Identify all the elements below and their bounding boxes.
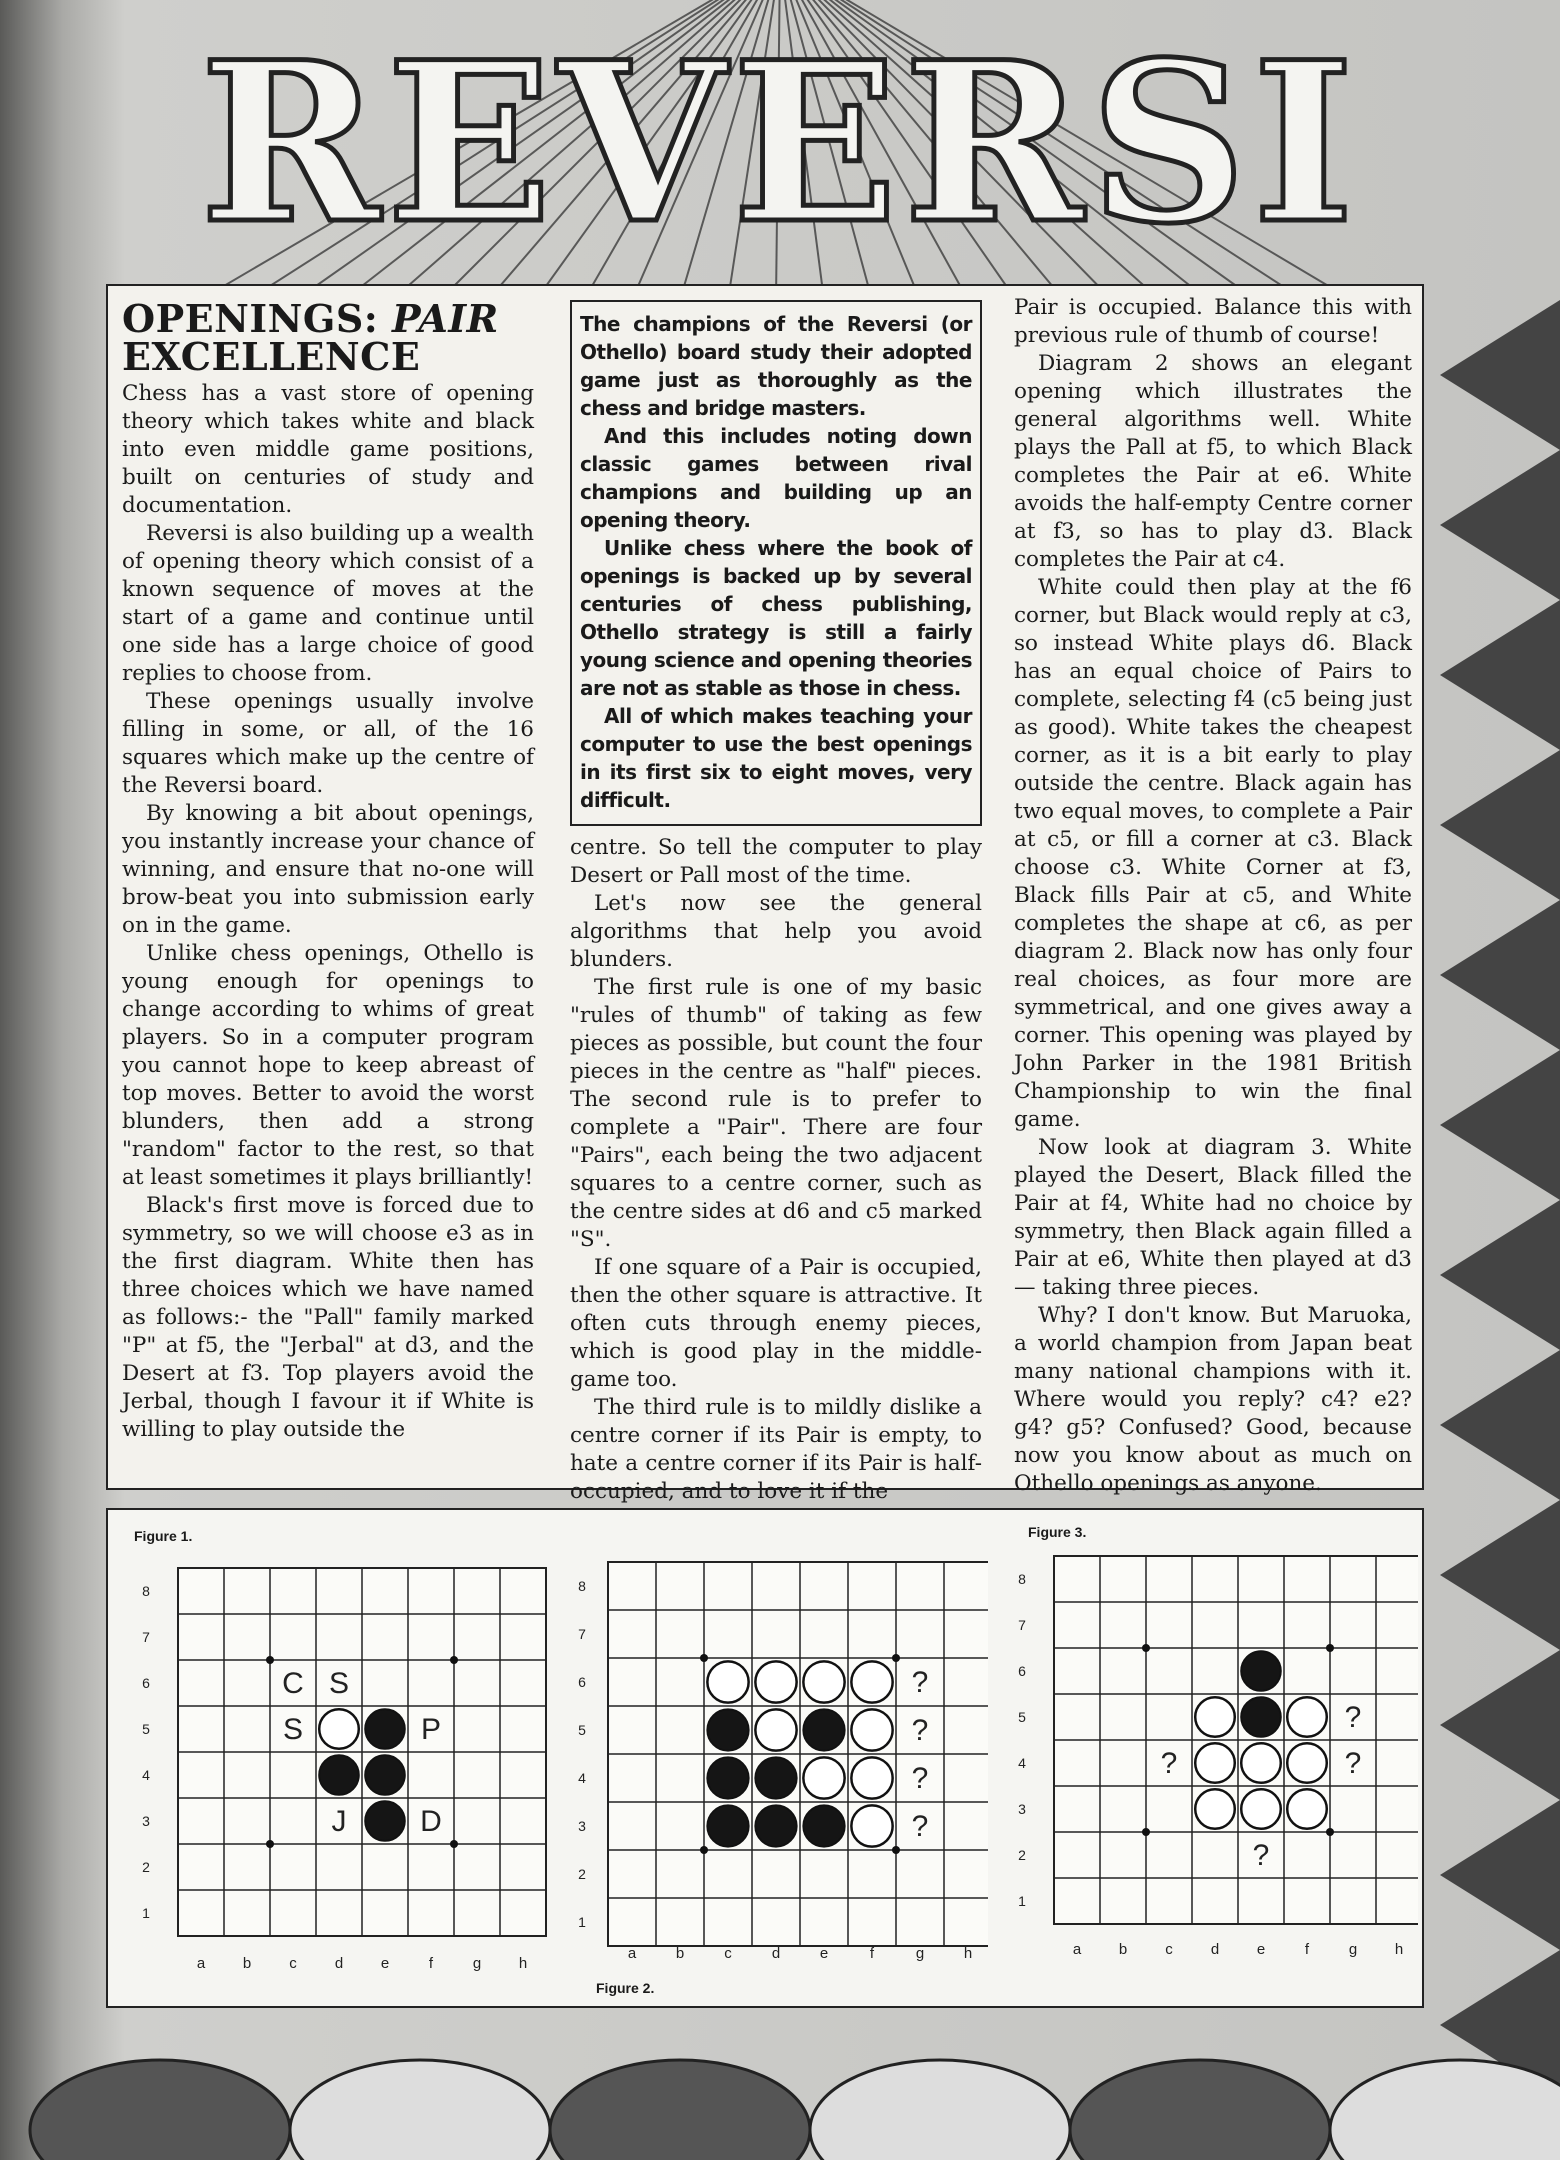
- rank-label: 4: [142, 1767, 150, 1783]
- white-disc: [851, 1709, 892, 1750]
- board-dot: [1142, 1644, 1150, 1652]
- rank-label: 6: [142, 1675, 150, 1691]
- paragraph: Why? I don't know. But Maruoka, a world champion from Japan beat many national champions with it. Where would you reply? c4? e2? g4? g5? Confused? Good, because now you know about as much on Othello openings as anyone.: [1014, 1303, 1412, 1496]
- file-label: a: [196, 1955, 206, 1972]
- paragraph: White could then play at the f6 corner, but Black would reply at c3, so instead White plays d6. Black has an equal choice of Pairs to complete, selecting f4 (c5 being just as good). White takes the cheapest corner, as it is a bit early to play outside the centre. Black again has two equal moves, to complete a Pair at c5, or fill a corner at c3. Black choose c3. White Corner at f3, Black fills Pair at c5, and White completes the shape at c6, as per diagram 2. Black now has only four real choices, as four more are symmetrical, and one gives away a corner. This opening was played by John Parker in the 1981 British Championship to win the final game.: [1014, 575, 1412, 1132]
- white-disc: [1195, 1697, 1235, 1737]
- square-mark: ?: [911, 1762, 929, 1795]
- black-disc: [707, 1757, 748, 1798]
- rank-label: 6: [578, 1674, 586, 1690]
- board-dot: [266, 1656, 274, 1664]
- headline-part-2: PAIR: [392, 296, 499, 341]
- board-dot: [700, 1654, 708, 1662]
- paragraph: Reversi is also building up a wealth of opening theory which consist of a known sequence of moves at the start of a game and continue until one side has a large choice of good replies to choose from.: [122, 521, 534, 686]
- paragraph: centre. So tell the computer to play Desert or Pall most of the time.: [570, 835, 982, 888]
- intro-paragraph: Unlike chess where the book of openings is backed up by several centuries of chess publishing, Othello strategy is still a fairly young science and opening theories are not as stable as those in chess.: [580, 536, 972, 700]
- white-disc: [851, 1757, 892, 1798]
- rank-label: 8: [1018, 1571, 1026, 1587]
- square-mark: ?: [911, 1714, 929, 1747]
- board-dot: [450, 1656, 458, 1664]
- title-banner: [0, 20, 1560, 280]
- file-label: a: [627, 1945, 637, 1962]
- figure-2: [568, 1512, 988, 2002]
- paragraph: By knowing a bit about openings, you instantly increase your chance of winning, and ensure that no-one will brow-beat you into submission early on in the game.: [122, 801, 534, 938]
- black-disc: [755, 1805, 796, 1846]
- file-label: b: [1118, 1941, 1128, 1958]
- file-label: g: [1348, 1941, 1358, 1958]
- paragraph: Black's first move is forced due to symmetry, so we will choose e3 as in the first diagram. White then has three choices which we have named as follows:- the "Pall" family marked "P" at f5, the "Jerbal" at d3, and the Desert at f3. Top players avoid the Jerbal, though I favour it if White is willing to play outside the: [122, 1193, 534, 1442]
- paragraph: The third rule is to mildly dislike a centre corner if its Pair is empty, to hate a centre corner if its Pair is half-occupied, and to love it if the: [570, 1395, 982, 1504]
- file-label: c: [289, 1955, 297, 1972]
- black-disc: [365, 1755, 405, 1795]
- paragraph: If one square of a Pair is occupied, then the other square is attractive. It often cuts through enemy pieces, which is good play in the middle-game too.: [570, 1255, 982, 1392]
- file-label: h: [518, 1955, 528, 1972]
- black-disc: [803, 1805, 844, 1846]
- page-title: REVERSI: [200, 20, 1360, 272]
- rank-label: 8: [578, 1578, 586, 1594]
- white-disc: [319, 1709, 359, 1749]
- square-mark: ?: [1160, 1747, 1178, 1780]
- black-disc: [755, 1757, 796, 1798]
- file-label: c: [1165, 1941, 1173, 1958]
- rank-label: 8: [142, 1583, 150, 1599]
- board-dot: [1142, 1828, 1150, 1836]
- white-disc: [755, 1709, 796, 1750]
- white-disc: [803, 1661, 844, 1702]
- white-disc: [1195, 1743, 1235, 1783]
- white-disc: [1287, 1743, 1327, 1783]
- file-label: e: [1256, 1941, 1266, 1958]
- intro-paragraph: The champions of the Reversi (or Othello) board study their adopted game just as thoroughly as the chess and bridge masters.: [580, 312, 972, 420]
- rank-label: 2: [142, 1859, 150, 1875]
- file-label: g: [472, 1955, 482, 1972]
- white-disc: [851, 1805, 892, 1846]
- white-disc: [1241, 1743, 1281, 1783]
- rank-label: 2: [578, 1866, 586, 1882]
- board-dot: [892, 1654, 900, 1662]
- article-column-3: [1014, 294, 1412, 1498]
- white-disc: [1287, 1789, 1327, 1829]
- reversi-board: [568, 1512, 988, 2002]
- intro-paragraph: And this includes noting down classic games between rival champions and building up an opening theory.: [580, 424, 972, 532]
- paragraph: These openings usually involve filling in some, or all, of the 16 squares which make up the centre of the Reversi board.: [122, 689, 534, 798]
- rank-label: 2: [1018, 1847, 1026, 1863]
- board-dot: [1326, 1644, 1334, 1652]
- white-disc: [1195, 1789, 1235, 1829]
- file-label: f: [869, 1945, 875, 1962]
- reversi-board: [128, 1520, 548, 2000]
- file-label: d: [334, 1955, 344, 1972]
- file-label: h: [1394, 1941, 1404, 1958]
- file-label: f: [428, 1955, 434, 1972]
- white-disc: [851, 1661, 892, 1702]
- rank-label: 5: [1018, 1709, 1026, 1725]
- square-mark: S: [282, 1713, 304, 1746]
- paragraph: Now look at diagram 3. White played the Desert, Black filled the Pair at f4, White had no choice by symmetry, then Black again filled a Pair at e6, White then played at d3 — taking three pieces.: [1014, 1135, 1412, 1300]
- rank-label: 4: [578, 1770, 586, 1786]
- black-disc: [365, 1709, 405, 1749]
- rank-label: 7: [1018, 1617, 1026, 1633]
- figures-panel: [106, 1508, 1424, 2008]
- file-label: e: [819, 1945, 829, 1962]
- white-disc: [707, 1661, 748, 1702]
- square-mark: C: [282, 1667, 304, 1700]
- black-disc: [1241, 1697, 1281, 1737]
- rank-label: 1: [142, 1905, 150, 1921]
- square-mark: ?: [1344, 1747, 1362, 1780]
- file-label: g: [915, 1945, 925, 1962]
- black-disc: [1241, 1651, 1281, 1691]
- square-mark: J: [331, 1805, 347, 1838]
- square-mark: ?: [1252, 1839, 1270, 1872]
- board-dot: [450, 1840, 458, 1848]
- rank-label: 3: [578, 1818, 586, 1834]
- article-column-1: [122, 296, 534, 1444]
- white-disc: [1287, 1697, 1327, 1737]
- intro-box: [570, 300, 982, 826]
- black-disc: [365, 1801, 405, 1841]
- board-dot: [892, 1846, 900, 1854]
- board-dot: [1326, 1828, 1334, 1836]
- black-disc: [319, 1755, 359, 1795]
- file-label: b: [675, 1945, 685, 1962]
- figure-label: Figure 3.: [1028, 1524, 1087, 1540]
- rank-label: 5: [142, 1721, 150, 1737]
- rank-label: 7: [142, 1629, 150, 1645]
- white-disc: [803, 1757, 844, 1798]
- article-column-2: [570, 300, 982, 1506]
- figure-label: Figure 1.: [134, 1528, 193, 1544]
- figure-label: Figure 2.: [596, 1980, 655, 1996]
- square-mark: ?: [911, 1810, 929, 1843]
- rank-label: 3: [1018, 1801, 1026, 1817]
- square-mark: S: [328, 1667, 350, 1700]
- intro-paragraph: All of which makes teaching your computer to use the best openings in its first six to eight moves, very difficult.: [580, 704, 972, 812]
- headline-part-3: EXCELLENCE: [122, 334, 421, 379]
- reversi-board: [1008, 1516, 1418, 1996]
- file-label: e: [380, 1955, 390, 1972]
- rank-label: 1: [1018, 1893, 1026, 1909]
- white-disc: [1241, 1789, 1281, 1829]
- rank-label: 1: [578, 1914, 586, 1930]
- file-label: f: [1304, 1941, 1310, 1958]
- file-label: d: [1210, 1941, 1220, 1958]
- black-disc: [803, 1709, 844, 1750]
- rank-label: 3: [142, 1813, 150, 1829]
- file-label: b: [242, 1955, 252, 1972]
- paragraph: Unlike chess openings, Othello is young enough for openings to change according to whims of great players. So in a computer program you cannot hope to keep abreast of top moves. Better to avoid the worst blunders, then add a strong "random" factor to the rest, so that at least sometimes it plays brilliantly!: [122, 941, 534, 1190]
- black-disc: [707, 1709, 748, 1750]
- board-dot: [266, 1840, 274, 1848]
- paragraph: The first rule is one of my basic "rules of thumb" of taking as few pieces as possible, but count the four pieces in the centre as "half" pieces. The second rule is to prefer to complete a "Pair". There are four "Pairs", each being the two adjacent squares to a centre corner, such as the centre sides at d6 and c5 marked "S".: [570, 975, 982, 1252]
- board-dot: [700, 1846, 708, 1854]
- square-mark: D: [420, 1805, 442, 1838]
- square-mark: ?: [911, 1666, 929, 1699]
- square-mark: P: [420, 1713, 442, 1746]
- file-label: d: [771, 1945, 781, 1962]
- paragraph: Pair is occupied. Balance this with previous rule of thumb of course!: [1014, 295, 1412, 348]
- rank-label: 4: [1018, 1755, 1026, 1771]
- file-label: h: [963, 1945, 973, 1962]
- black-disc: [707, 1805, 748, 1846]
- headline-part-1: OPENINGS:: [122, 296, 393, 341]
- paragraph: Let's now see the general algorithms that help you avoid blunders.: [570, 891, 982, 972]
- paragraph: Diagram 2 shows an elegant opening which illustrates the general algorithms well. White plays the Pall at f5, to which Black completes the Pair at e6. White avoids the half-empty Centre corner at f3, so has to play d3. Black completes the Pair at c4.: [1014, 351, 1412, 572]
- paragraph: Chess has a vast store of opening theory which takes white and black into even middle game positions, built on centuries of study and documentation.: [122, 381, 534, 518]
- file-label: a: [1072, 1941, 1082, 1958]
- article-panel: [106, 284, 1424, 1504]
- rank-label: 7: [578, 1626, 586, 1642]
- figure-3: [1008, 1516, 1418, 1996]
- rank-label: 6: [1018, 1663, 1026, 1679]
- figure-1: [128, 1520, 548, 2000]
- article-headline: [122, 296, 534, 379]
- square-mark: ?: [1344, 1701, 1362, 1734]
- rank-label: 5: [578, 1722, 586, 1738]
- file-label: c: [724, 1945, 732, 1962]
- white-disc: [755, 1661, 796, 1702]
